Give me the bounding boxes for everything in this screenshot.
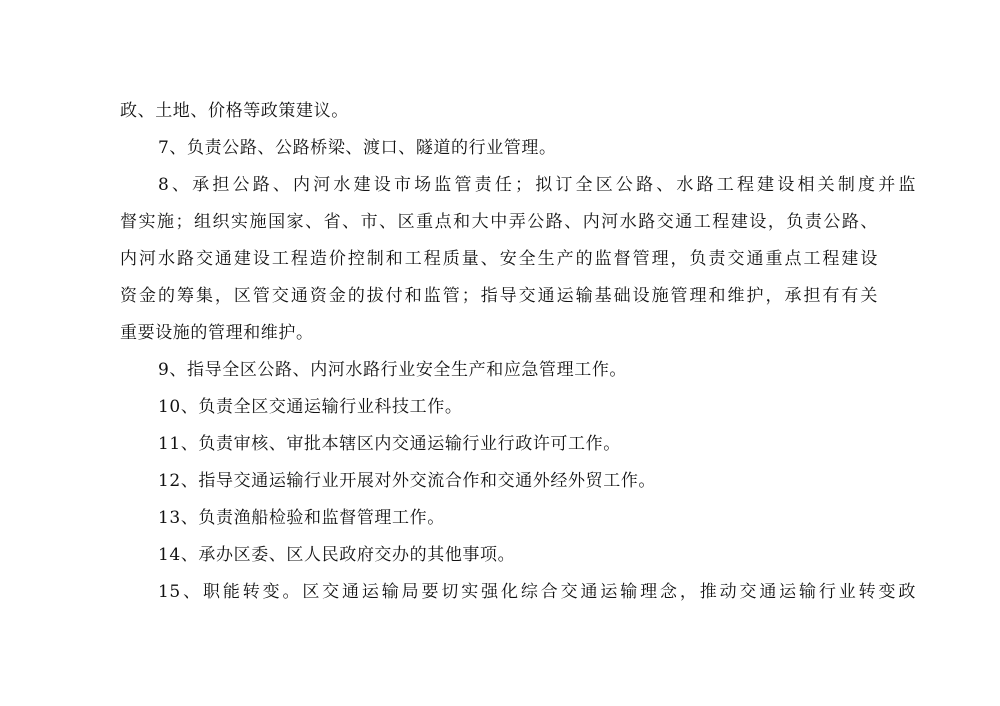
list-item-15-line-1: 15、职能转变。区交通运输局要切实强化综合交通运输理念，推动交通运输行业转变政 — [158, 582, 916, 602]
list-item-11: 11、负责审核、审批本辖区内交通运输行业行政许可工作。 — [158, 434, 621, 454]
list-item-10: 10、负责全区交通运输行业科技工作。 — [158, 397, 463, 417]
list-item-7: 7、负责公路、公路桥梁、渡口、隧道的行业管理。 — [158, 138, 557, 158]
list-item-8-line-3: 内河水路交通建设工程造价控制和工程质量、安全生产的监督管理，负责交通重点工程建设 — [120, 249, 878, 269]
text-line-1: 政、土地、价格等政策建议。 — [120, 101, 349, 121]
document-body — [120, 93, 916, 611]
list-item-9: 9、指导全区公路、内河水路行业安全生产和应急管理工作。 — [158, 360, 628, 380]
list-item-8-line-4: 资金的筹集，区管交通资金的拔付和监管；指导交通运输基础设施管理和维护，承担有有关 — [120, 286, 878, 306]
list-item-14: 14、承办区委、区人民政府交办的其他事项。 — [158, 545, 516, 565]
list-item-8-line-5: 重要设施的管理和维护。 — [120, 323, 314, 343]
list-item-8-line-2: 督实施；组织实施国家、省、市、区重点和大中弄公路、内河水路交通工程建设，负责公路、 — [120, 212, 878, 232]
list-item-13: 13、负责渔船检验和监督管理工作。 — [158, 508, 445, 528]
list-item-12: 12、指导交通运输行业开展对外交流合作和交通外经外贸工作。 — [158, 471, 657, 491]
list-item-8-line-1: 8、承担公路、内河水建设市场监管责任；拟订全区公路、水路工程建设相关制度并监 — [158, 175, 916, 195]
